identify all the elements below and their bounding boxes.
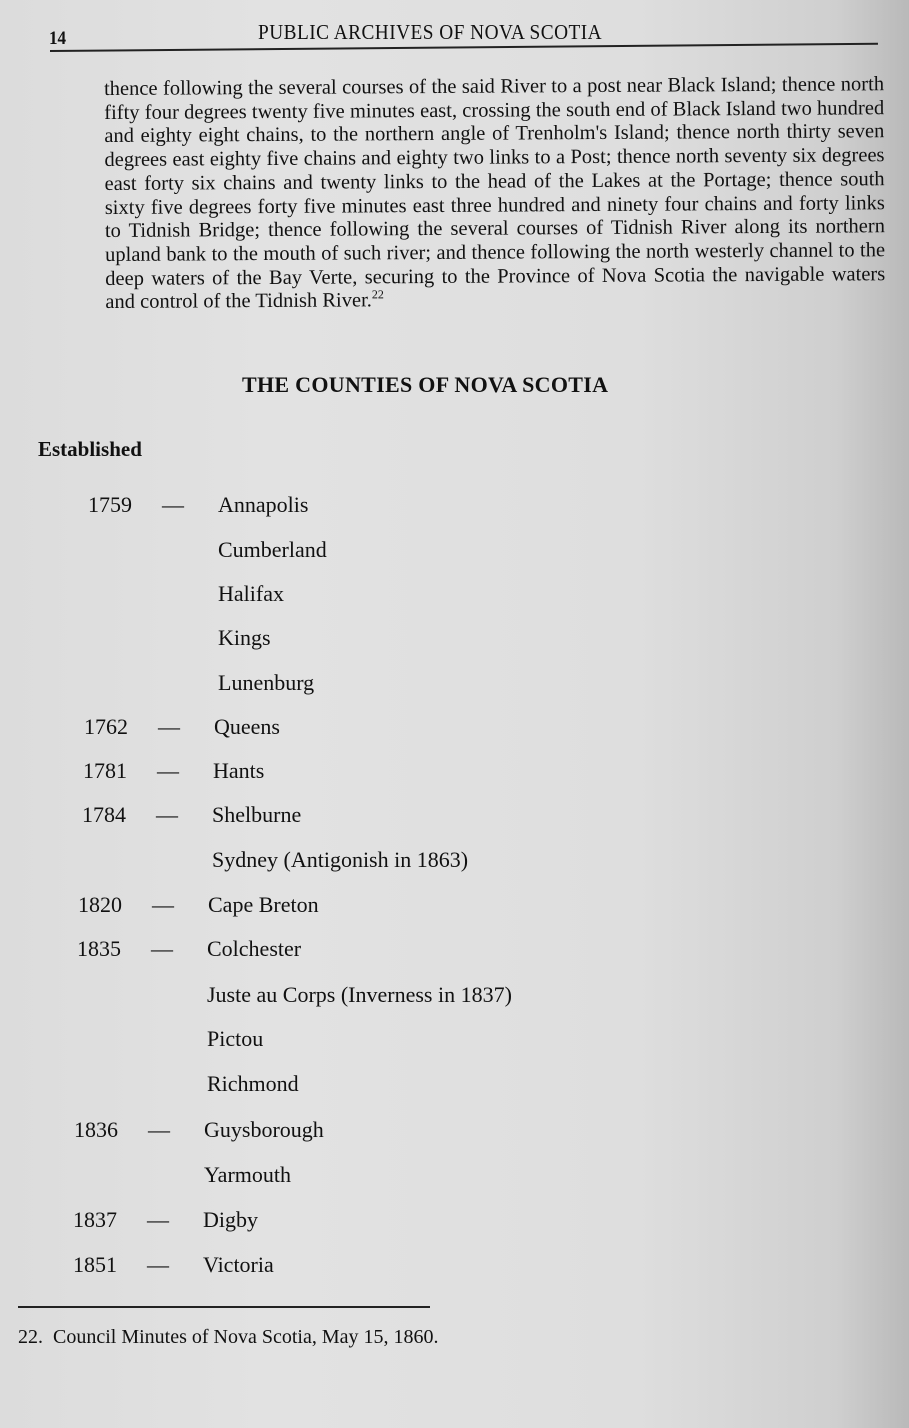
county-name: Lunenburg [218,670,315,695]
county-name: Annapolis [218,492,309,517]
county-dash: — [156,802,178,827]
running-head: PUBLIC ARCHIVES OF NOVA SCOTIA [258,20,603,44]
county-year: 1851 [73,1252,117,1277]
county-name: Victoria [203,1252,274,1277]
footnote-reference: 22 [371,287,384,302]
county-year: 1784 [82,802,126,827]
county-name: Cumberland [218,537,327,562]
county-year: 1820 [78,892,122,917]
county-dash: — [147,1252,169,1277]
county-name: Juste au Corps (Inverness in 1837) [207,982,512,1007]
county-year: 1759 [88,492,132,517]
footnote-number: 22. [18,1326,43,1348]
county-name: Pictou [207,1026,264,1051]
paragraph-text: thence following the several courses of the said River to a post near Black Island; thence north fifty four degrees twenty five minutes east, crossing the south end of Black Island two hundred and eighty eight chains, to the northern angle of Trenholm's Island; thence north thirty seven degrees east eighty five chains and eighty two links to a Post; thence north seventy six degrees east forty six chains and twenty links to the head of the Lakes at the Portage; thence south sixty five degrees forty five minutes east three hundred and ninety four chains and forty links to Tidnish Bridge; thence following the several courses of Tidnish River along its northern upland bank to the mouth of such river; and thence following the north westerly channel to the deep waters of the Bay Verte, securing to the Province of Nova Scotia the navigable waters and control of the Tidnish River. [104,73,886,314]
county-dash: — [157,758,179,783]
county-name: Guysborough [204,1117,324,1142]
county-year: 1835 [77,936,121,961]
county-name: Hants [213,758,265,783]
county-year: 1836 [74,1117,118,1142]
county-dash: — [162,492,184,517]
county-name: Yarmouth [204,1162,292,1187]
page-number: 14 [48,28,67,49]
county-dash: — [158,714,180,739]
body-paragraph [104,73,885,315]
county-dash: — [151,936,173,961]
section-title: THE COUNTIES OF NOVA SCOTIA [242,372,609,397]
county-year: 1781 [83,758,127,783]
county-name: Colchester [207,936,302,961]
county-name: Cape Breton [208,892,319,917]
county-dash: — [147,1207,169,1232]
county-name: Queens [214,714,280,739]
county-dash: — [152,892,174,917]
established-label: Established [38,437,142,461]
county-year: 1837 [73,1207,117,1232]
county-name: Sydney (Antigonish in 1863) [212,847,469,872]
county-name: Digby [203,1207,258,1232]
county-name: Kings [218,625,271,650]
footnote-rule [18,1306,430,1308]
county-dash: — [148,1117,170,1142]
county-year: 1762 [84,714,128,739]
footnote-text: Council Minutes of Nova Scotia, May 15, 1860. [53,1326,439,1348]
county-name: Shelburne [212,802,302,827]
county-name: Richmond [207,1071,299,1096]
county-name: Halifax [218,581,284,606]
footnote [18,1326,439,1349]
